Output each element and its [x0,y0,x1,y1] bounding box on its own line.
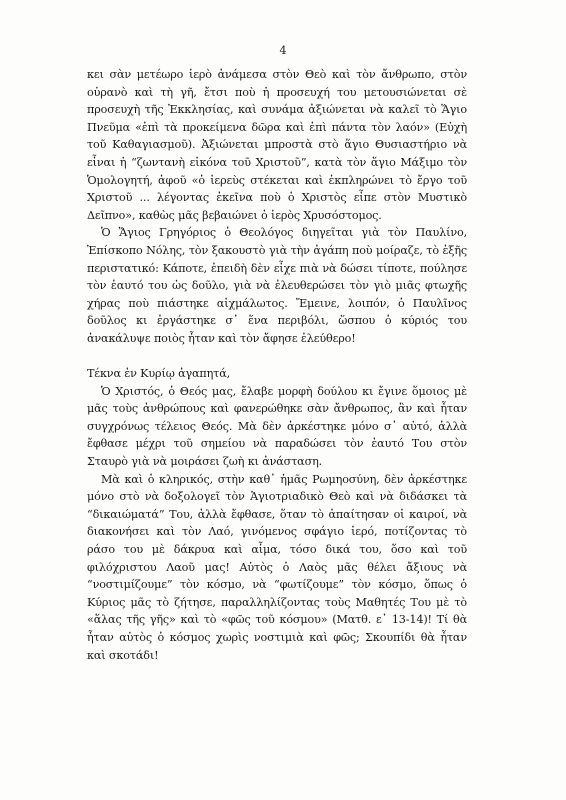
paragraph-gregory-story: Ὁ Ἅγιος Γρηγόριος ὁ Θεολόγος διηγεῖται γιὰ τὸν Παυλίνο, Ἐπίσκοπο Νόλης, τὸν ξακουστὸ γιὰ τὴν ἀγάπη ποὺ μοίραζε, τὸ ἑξῆς περιστατικό: Κάποτε, ἐπειδὴ δὲν εἶχε πιὰ νὰ δώσει τίποτε, πούλησε τὸν ἑαυτό του ὡς δοῦλο, γιὰ νὰ ἐλευθερώσει τὸν γιὸ μιᾶς φτωχῆς χήρας ποὺ πιάστηκε αἰχμάλωτος. Ἔμεινε, λοιπόν, ὁ Παυλῖνος δοῦλος κι ἐργάστηκε σ᾽ ἕνα περιβόλι, ὥσπου ὁ κύριός του ἀνακάλυψε ποιὸς ἦταν καὶ τὸν ἄφησε ἐλεύθερο! [87,226,467,345]
page-number: 4 [279,44,287,57]
body-text [87,66,467,664]
paragraph-christ-servant: Ὁ Χριστός, ὁ Θεός μας, ἔλαβε μορφὴ δούλου κι ἔγινε ὅμοιος μὲ μᾶς τοὺς ἀνθρώπους καὶ φανερώθηκε σὰν ἄνθρωπος, ἂν καὶ ἦταν συγχρόνως τέλειος Θεός. Μὰ δὲν ἀρκέστηκε μόνο σ᾽ αὐτό, ἀλλὰ ἔφθασε μέχρι τοῦ σημείου νὰ παραδώσει τὸν ἑαυτό Του στὸν Σταυρὸ γιὰ νὰ μοιράσει ζωὴ κι ἀνάσταση. [87,384,467,469]
paragraph-continuation: κει σὰν μετέωρο ἱερὸ ἀνάμεσα στὸν Θεὸ καὶ τὸν ἄνθρωπο, στὸν οὐρανὸ καὶ τὴ γῆ, ἔτσι ποὺ ἡ προσευχή του μετουσιώνεται σὲ προσευχὴ τῆς Ἐκκλησίας, καὶ συνάμα ἀξιώνεται νὰ καλεῖ τὸ Ἅγιο Πνεῦμα «ἐπὶ τὰ προκείμενα δῶρα καὶ ἐπὶ πάντα τὸν λαόν» (Εὐχὴ τοῦ Καθαγιασμοῦ). Ἀξιώνεται μπροστὰ στὸ ἅγιο Θυσιαστήριο νὰ εἶναι ἡ “ζωντανὴ εἰκόνα τοῦ Χριστοῦ”, κατὰ τὸν ἅγιο Μάξιμο τὸν Ὁμολογητή, ἀφοῦ «ὁ ἱερεὺς στέκεται καὶ ἐκπληρώνει τὸ ἔργο τοῦ Χριστοῦ ... λέγοντας ἐκεῖνα ποὺ ὁ Χριστὸς εἶπε στὸν Μυστικὸ Δεῖπνο», καθὼς μᾶς βεβαιώνει ὁ ἱερὸς Χρυσόστομος. [87,68,467,222]
paragraph-clergy-service: Μὰ καὶ ὁ κληρικός, στὴν καθ᾽ ἡμᾶς Ρωμηοσύνη, δὲν ἀρκέστηκε μόνο στὸ νὰ δοξολογεῖ τὸν Ἁγιοτριαδικὸ Θεὸ καὶ νὰ διδάσκει τὰ “δικαιώματά” Του, ἀλλὰ ἔφθασε, ὅταν τὸ ἀπαίτησαν οἱ καιροί, νὰ διακονήσει καὶ τὸν Λαό, γινόμενος σφάγιο ἱερό, ποτίζοντας τὸ ράσο του μὲ δάκρυα καὶ αἷμα, τόσο δικά του, ὅσο καὶ τοῦ φιλόχριστου Λαοῦ μας! Αὐτὸς ὁ Λαὸς μᾶς θέλει ἄξιους νὰ “νοστιμίζουμε” τὸν κόσμο, νὰ “φωτίζουμε” τὸν κόσμο, ὅπως ὁ Κύριος μᾶς τὸ ζήτησε, παραλληλίζοντας τοὺς Μαθητές Του μὲ τὸ «ἅλας τῆς γῆς» καὶ τὸ «φῶς τοῦ κόσμου» (Ματθ. ε᾽ 13-14)! Τί θὰ ἦταν αὐτὸς ὁ κόσμος χωρὶς νοστιμιὰ καὶ φῶς; Σκουπίδι θὰ ἦταν καὶ σκοτάδι! [87,472,467,662]
salutation: Τέκνα ἐν Κυρίῳ ἀγαπητά, [87,367,231,381]
